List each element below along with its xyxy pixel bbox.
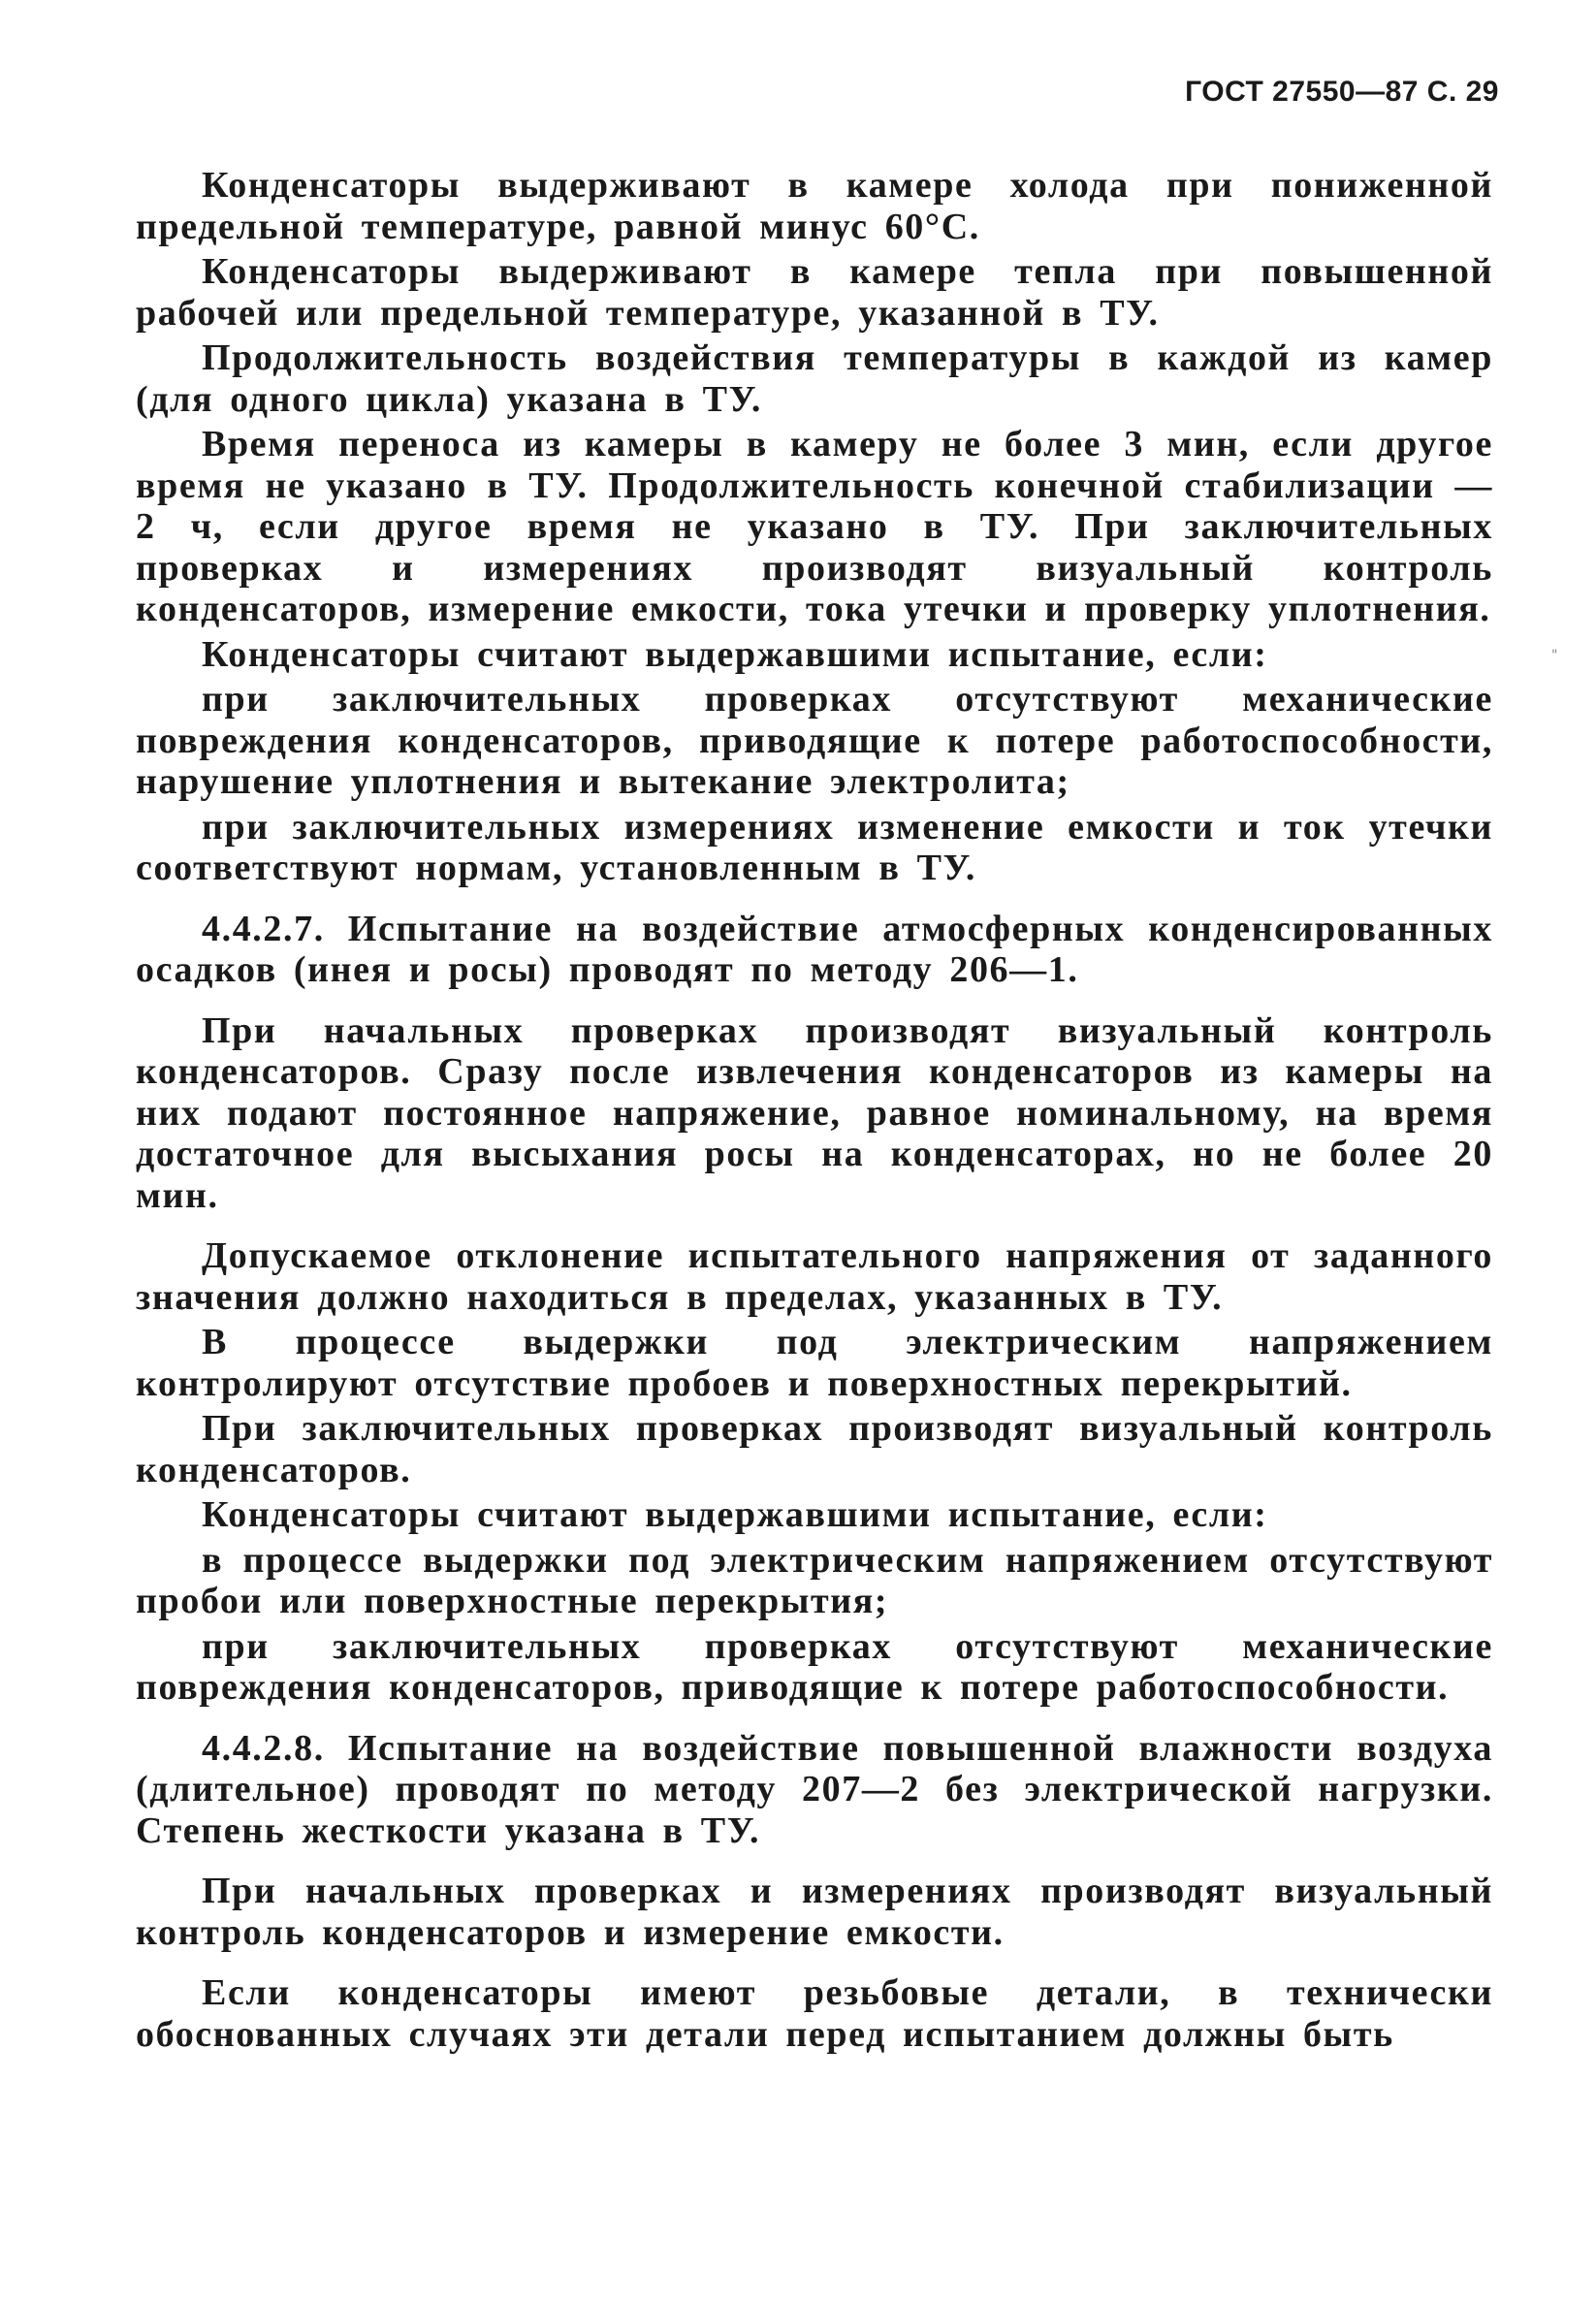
paragraph: при заключительных измерениях изменение емкости и ток утечки соответствуют нормам, установленным в ТУ. bbox=[136, 806, 1493, 888]
paragraph: Продолжительность воздействия температуры в каждой из камер (для одного цикла) указана в ТУ. bbox=[136, 337, 1493, 420]
paragraph: В процессе выдержки под электрическим напряжением контролируют отсутствие пробоев и поверхностных перекрытий. bbox=[136, 1322, 1493, 1404]
paragraph: При начальных проверках и измерениях производят визуальный контроль конденсаторов и измерение емкости. bbox=[136, 1871, 1493, 1953]
body-text bbox=[136, 165, 1493, 2055]
section-paragraph-4-4-2-7: 4.4.2.7. Испытание на воздействие атмосферных конденсированных осадков (инея и росы) проводят по методу 206—1. bbox=[136, 908, 1493, 990]
paragraph: Если конденсаторы имеют резьбовые детали, в технически обоснованных случаях эти детали перед испытанием должны быть bbox=[136, 1972, 1493, 2055]
paragraph: Допускаемое отклонение испытательного напряжения от заданного значения должно находиться в пределах, указанных в ТУ. bbox=[136, 1235, 1493, 1318]
paragraph: При начальных проверках производят визуальный контроль конденсаторов. Сразу после извлечения конденсаторов из камеры на них подают постоянное напряжение, равное номинальному, на время достаточное для высыхания росы на конденсаторах, но не более 20 мин. bbox=[136, 1009, 1493, 1216]
paragraph: Время переноса из камеры в камеру не более 3 мин, если другое время не указано в ТУ. Продолжительность конечной стабилизации — 2 ч, если другое время не указано в ТУ. При заключительных проверках и измерениях производят визуальный контроль конденсаторов, измерение емкости, тока утечки и проверку уплотнения. bbox=[136, 424, 1493, 629]
paragraph: Конденсаторы считают выдержавшими испытание, если: bbox=[202, 633, 1268, 675]
section-paragraph-4-4-2-8: 4.4.2.8. Испытание на воздействие повышенной влажности воздуха (длительное) проводят по методу 207—2 без электрической нагрузки. Степень жесткости указана в ТУ. bbox=[136, 1727, 1493, 1851]
scan-speck: " bbox=[1551, 648, 1558, 663]
page-header: ГОСТ 27550—87 С. 29 bbox=[1185, 76, 1499, 108]
paragraph: при заключительных проверках отсутствуют механические повреждения конденсаторов, приводящие к потере работоспособности. bbox=[136, 1625, 1493, 1708]
paragraph: Конденсаторы выдерживают в камере холода при пониженной предельной температуре, равной минус 60°С. bbox=[136, 165, 1493, 247]
paragraph: Конденсаторы считают выдержавшими испытание, если: bbox=[202, 1494, 1268, 1535]
paragraph: при заключительных проверках отсутствуют механические повреждения конденсаторов, приводящие к потере работоспособности, нарушение уплотнения и вытекание электролита; bbox=[136, 679, 1493, 802]
paragraph: Конденсаторы выдерживают в камере тепла при повышенной рабочей или предельной температуре, указанной в ТУ. bbox=[136, 251, 1493, 334]
paragraph: в процессе выдержки под электрическим напряжением отсутствуют пробои или поверхностные перекрытия; bbox=[136, 1539, 1493, 1621]
paragraph: При заключительных проверках производят визуальный контроль конденсаторов. bbox=[136, 1408, 1493, 1490]
